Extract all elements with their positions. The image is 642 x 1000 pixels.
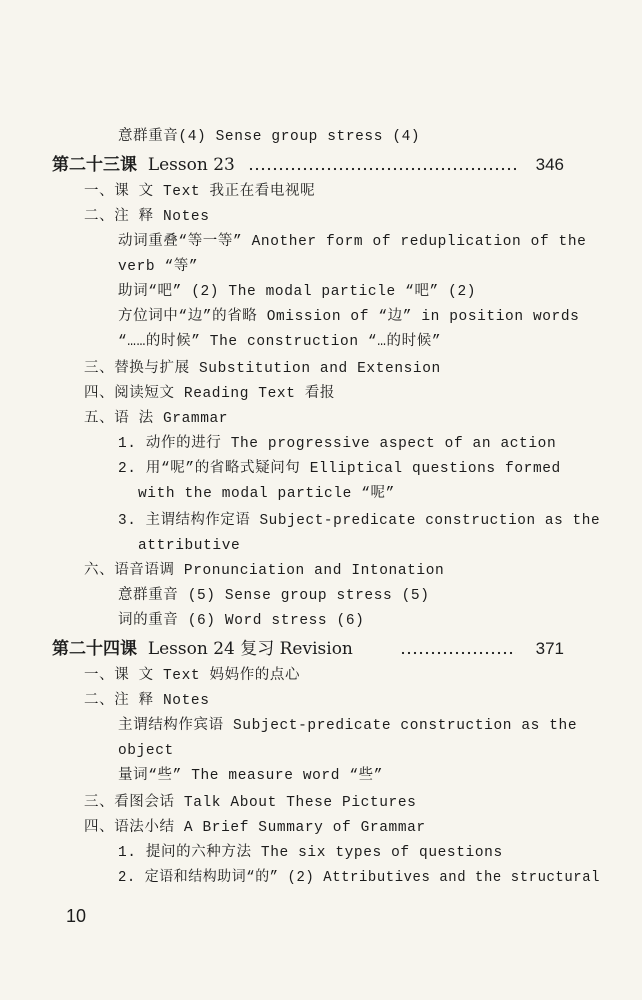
toc-entry: 二、注 释 Notes (84, 693, 210, 709)
toc-entry: 1. 动作的进行 The progressive aspect of an action (118, 436, 557, 452)
lesson-number-cn: 第二十三课 (52, 155, 137, 175)
toc-entry: 四、语法小结 A Brief Summary of Grammar (84, 820, 426, 836)
toc-entry: 3. 主谓结构作定语 Subject-predicate construction as the (118, 513, 601, 529)
toc-entry: 一、课 文 Text 妈妈作的点心 (84, 668, 301, 684)
toc-entry: 意群重音 (5) Sense group stress (5) (118, 588, 430, 604)
toc-entry: with the modal particle “呢” (138, 486, 395, 502)
lesson-page-number: 346 (535, 155, 564, 174)
toc-entry: 意群重音(4) Sense group stress (4) (118, 129, 421, 145)
lesson-number-cn: 第二十四课 (52, 639, 137, 659)
toc-entry: 量词“些” The measure word “些” (118, 768, 384, 784)
toc-entry: 动词重叠“等一等” Another form of reduplication of the (118, 234, 587, 250)
lesson-page-number: 371 (535, 639, 564, 658)
toc-entry: 五、语 法 Grammar (84, 411, 229, 427)
toc-entry: object (118, 743, 174, 759)
toc-entry: attributive (138, 538, 241, 554)
page-number: 10 (66, 906, 87, 926)
leader-dots (248, 167, 516, 171)
toc-entry: 六、语音语调 Pronunciation and Intonation (84, 563, 445, 579)
lesson-title (52, 638, 353, 660)
lesson-number-en: Lesson 23 (147, 155, 235, 175)
toc-entry: 一、课 文 Text 我正在看电视呢 (84, 184, 316, 200)
toc-entry: 词的重音 (6) Word stress (6) (118, 613, 365, 629)
lesson-number-en: Lesson 24 复习 Revision (147, 639, 353, 659)
toc-entry: 助词“吧” (2) The modal particle “吧” (2) (118, 284, 477, 300)
toc-entry: 三、替换与扩展 Substitution and Extension (84, 361, 441, 377)
toc-entry: 二、注 释 Notes (84, 209, 210, 225)
lesson-title (52, 154, 235, 176)
toc-entry: 2. 用“呢”的省略式疑问句 Elliptical questions formed (118, 461, 561, 477)
toc-entry: 四、阅读短文 Reading Text 看报 (84, 386, 336, 402)
toc-entry: “……的时候” The construction “…的时候” (118, 334, 442, 350)
lesson-23-heading (52, 154, 564, 176)
toc-entry: 2. 定语和结构助词“的” (2) Attributives and the structural (118, 870, 601, 886)
toc-entry: 1. 提问的六种方法 The six types of questions (118, 845, 503, 861)
leader-dots (400, 651, 516, 655)
toc-entry: 主谓结构作宾语 Subject-predicate construction as the (118, 718, 578, 734)
toc-entry: 三、看图会话 Talk About These Pictures (84, 795, 417, 811)
toc-entry: 方位词中“边”的省略 Omission of “边” in position words (118, 309, 580, 325)
lesson-24-heading (52, 638, 564, 660)
toc-entry: verb “等” (118, 259, 199, 275)
